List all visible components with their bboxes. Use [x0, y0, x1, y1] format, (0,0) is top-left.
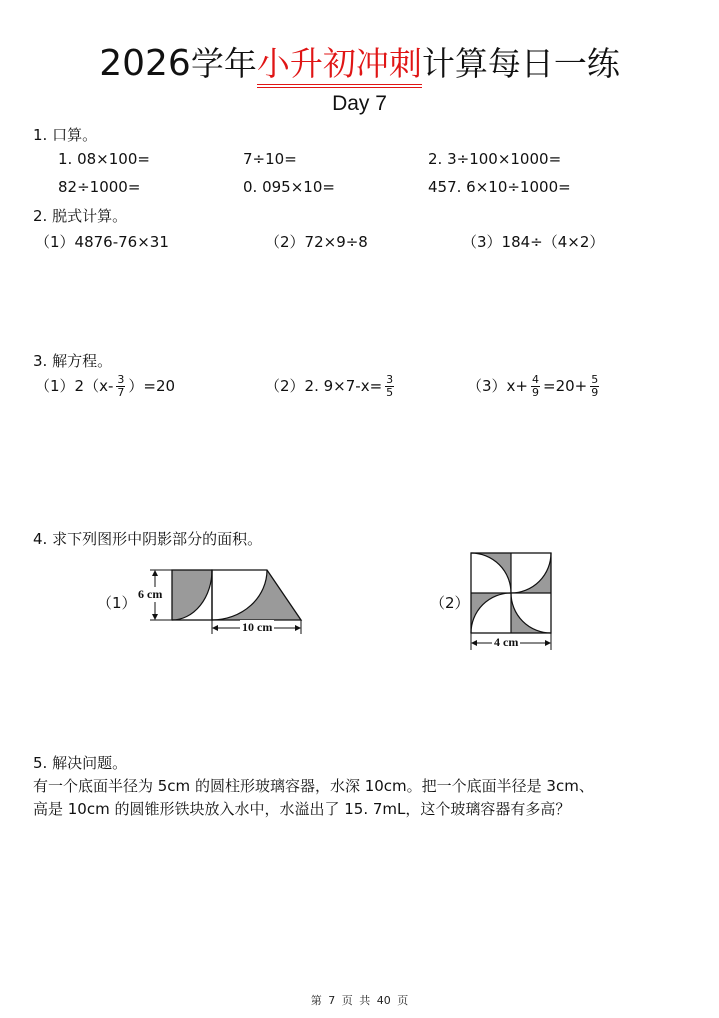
section5-heading: 5. 解决问题。 — [33, 754, 128, 772]
calc-item: （1）4876-76×31 — [35, 233, 169, 251]
word-problem — [33, 775, 594, 821]
title-post: 计算每日一练 — [421, 44, 620, 83]
calc-item: （3）184÷（4×2） — [462, 233, 605, 251]
shaded-region — [511, 593, 551, 633]
shaded-region — [172, 570, 212, 620]
shaded-region — [511, 553, 551, 593]
shaded-region — [212, 570, 301, 620]
shaded-region — [471, 593, 511, 633]
shaded-region — [471, 553, 511, 593]
oral-item: 2. 3÷100×1000= — [428, 150, 562, 168]
oral-item: 82÷1000= — [58, 178, 141, 196]
fraction: $\frac{5}{9}$ — [591, 373, 599, 399]
page-number: 第 7 页 共 40 页 — [310, 994, 409, 1007]
problem-line: 有一个底面半径为 5cm 的圆柱形玻璃容器，水深 10cm。把一个底面半径是 3cm、 — [33, 777, 594, 795]
fraction: $\frac{3}{7}$ — [117, 373, 125, 399]
problem-line: 高是 10cm 的圆锥形铁块放入水中，水溢出了 15. 7mL，这个玻璃容器有多高？ — [33, 800, 571, 818]
oral-item: 457. 6×10÷1000= — [428, 178, 571, 196]
calc-item: （2）72×9÷8 — [265, 233, 368, 251]
equation-item: （1）2（x- $\frac{3}{7}$ ）=20 — [35, 373, 176, 399]
width-label: 10 cm — [242, 620, 273, 634]
section4-heading: 4. 求下列图形中阴影部分的面积。 — [33, 530, 263, 548]
oral-item: 7÷10= — [243, 150, 297, 168]
equation-item: （2）2. 9×7-x= $\frac{3}{5}$ — [265, 373, 394, 399]
section1-heading: 1. 口算。 — [33, 126, 98, 144]
oral-item: 0. 095×10= — [243, 178, 335, 196]
section2-heading: 2. 脱式计算。 — [33, 207, 128, 225]
figure1-label: （1） — [97, 594, 137, 612]
title-year: 2026 — [99, 43, 191, 84]
height-label: 6 cm — [138, 587, 163, 601]
title-pre: 学年 — [190, 44, 257, 83]
equation-item: （3）x+ $\frac{4}{9}$ =20+ $\frac{5}{9}$ — [467, 373, 599, 399]
oral-item: 1. 08×100= — [58, 150, 150, 168]
title-highlight: 小升初冲刺 — [257, 44, 422, 88]
day-subtitle: Day 7 — [332, 92, 387, 115]
fraction: $\frac{4}{9}$ — [532, 373, 539, 399]
fraction: $\frac{3}{5}$ — [386, 373, 394, 399]
page-title — [0, 38, 719, 85]
figure2-label: （2） — [430, 594, 470, 612]
fig2-width-label: 4 cm — [494, 635, 519, 649]
section3-heading: 3. 解方程。 — [33, 352, 113, 370]
